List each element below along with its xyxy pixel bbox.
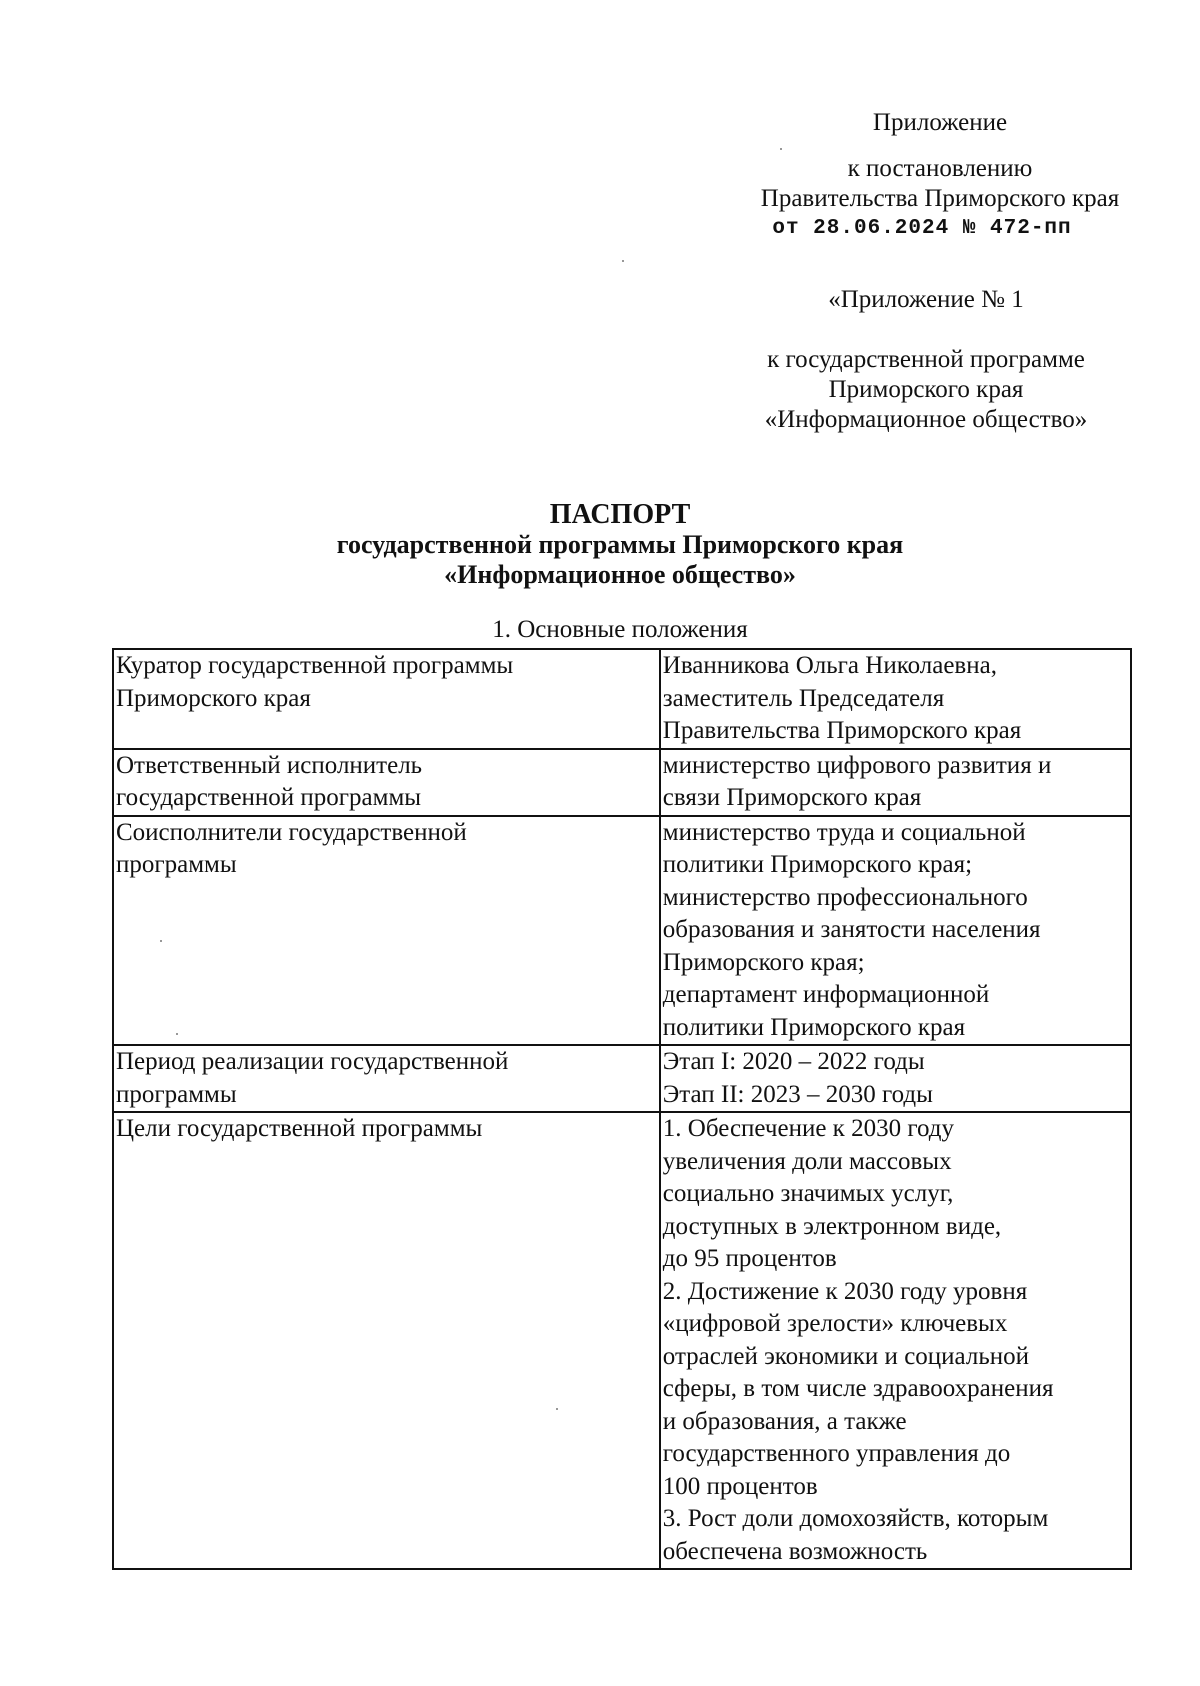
- row-label-line: Соисполнители государственной: [116, 818, 467, 846]
- row-value-cell: [660, 749, 1131, 816]
- row-value-line: доступных в электронном виде,: [662, 1212, 1002, 1240]
- program-appendix-line-2: Приморского края: [828, 376, 1024, 403]
- scan-speck: [160, 940, 162, 942]
- row-value-line: министерство профессионального: [662, 883, 1028, 911]
- row-value-line: социально значимых услуг,: [662, 1180, 954, 1207]
- scan-speck: [556, 1408, 558, 1410]
- appendix-header: [690, 108, 1190, 138]
- row-value-line: и образования, а также: [662, 1407, 907, 1435]
- row-value-line: связи Приморского края: [662, 784, 922, 811]
- scan-speck: [622, 260, 624, 262]
- program-appendix-reference: [676, 345, 1176, 435]
- row-value-line: 2. Достижение к 2030 году уровня: [662, 1277, 1028, 1305]
- table-row: [113, 649, 1131, 749]
- row-value-line: до 95 процентов: [662, 1245, 837, 1272]
- row-value-line: 1. Обеспечение к 2030 году: [662, 1115, 954, 1142]
- table-row: [113, 1112, 1131, 1569]
- row-label-line: Период реализации государственной: [116, 1048, 509, 1075]
- row-value-line: обеспечена возможность: [662, 1537, 928, 1565]
- row-value-line: политики Приморского края;: [662, 851, 973, 878]
- row-label-line: программы: [116, 1080, 237, 1108]
- passport-heading: [0, 500, 1200, 590]
- row-label-cell: [113, 816, 660, 1046]
- row-value-line: увеличения доли массовых: [662, 1147, 952, 1175]
- row-value-line: политики Приморского края: [662, 1013, 966, 1041]
- passport-table: [112, 648, 1132, 1570]
- row-value-cell: [660, 1045, 1131, 1112]
- program-appendix-line-1: к государственной программе: [767, 346, 1085, 373]
- appendix-title: Приложение: [872, 109, 1008, 136]
- passport-subtitle-1: государственной программы Приморского края: [336, 530, 904, 559]
- row-value-line: Этап II: 2023 – 2030 годы: [662, 1080, 933, 1108]
- decree-line-2: Правительства Приморского края: [760, 185, 1120, 212]
- row-value-line: сферы, в том числе здравоохранения: [662, 1375, 1054, 1402]
- row-label-cell: [113, 649, 660, 749]
- row-value-line: отраслей экономики и социальной: [662, 1342, 1029, 1370]
- row-value-line: 100 процентов: [662, 1472, 818, 1500]
- row-label-cell: [113, 1045, 660, 1112]
- row-value-line: министерство труда и социальной: [662, 818, 1026, 846]
- row-label-line: государственной программы: [116, 784, 422, 811]
- row-value-line: департамент информационной: [662, 981, 990, 1008]
- table-row: [113, 816, 1131, 1046]
- row-label-line: Куратор государственной программы: [116, 652, 514, 679]
- row-label-line: программы: [116, 851, 237, 878]
- row-label-line: Цели государственной программы: [116, 1115, 483, 1142]
- row-value-line: государственного управления до: [662, 1440, 1011, 1467]
- row-value-line: Приморского края;: [662, 948, 865, 976]
- row-value-line: Иванникова Ольга Николаевна,: [662, 652, 997, 679]
- row-value-cell: [660, 816, 1131, 1046]
- row-value-line: заместитель Председателя: [662, 684, 945, 712]
- row-value-line: Этап I: 2020 – 2022 годы: [662, 1048, 925, 1075]
- row-label-line: Ответственный исполнитель: [116, 751, 423, 779]
- program-appendix-header: [676, 285, 1176, 315]
- row-label-line: Приморского края: [116, 684, 311, 712]
- row-value-line: образования и занятости населения: [662, 916, 1041, 943]
- row-value-cell: [660, 1112, 1131, 1569]
- passport-title: ПАСПОРТ: [549, 499, 691, 530]
- program-appendix-title: «Приложение № 1: [828, 286, 1024, 313]
- decree-line-1: к постановлению: [847, 155, 1033, 182]
- scan-speck: [780, 148, 782, 150]
- decree-date-number: от 28.06.2024 № 472-пп: [772, 217, 1072, 240]
- row-label-cell: [113, 749, 660, 816]
- row-value-line: Правительства Приморского края: [662, 717, 1022, 744]
- row-label-cell: [113, 1112, 660, 1569]
- table-row: [113, 749, 1131, 816]
- row-value-line: 3. Рост доли домохозяйств, которым: [662, 1505, 1049, 1532]
- passport-table-body: [113, 649, 1131, 1569]
- decree-reference: [690, 154, 1190, 244]
- row-value-line: министерство цифрового развития и: [662, 751, 1052, 779]
- row-value-cell: [660, 649, 1131, 749]
- passport-subtitle-2: «Информационное общество»: [444, 560, 796, 589]
- scan-speck: [176, 1033, 178, 1035]
- section-title: 1. Основные положения: [492, 616, 748, 643]
- row-value-line: «цифровой зрелости» ключевых: [662, 1310, 1008, 1337]
- table-row: [113, 1045, 1131, 1112]
- program-appendix-line-3: «Информационное общество»: [764, 406, 1088, 433]
